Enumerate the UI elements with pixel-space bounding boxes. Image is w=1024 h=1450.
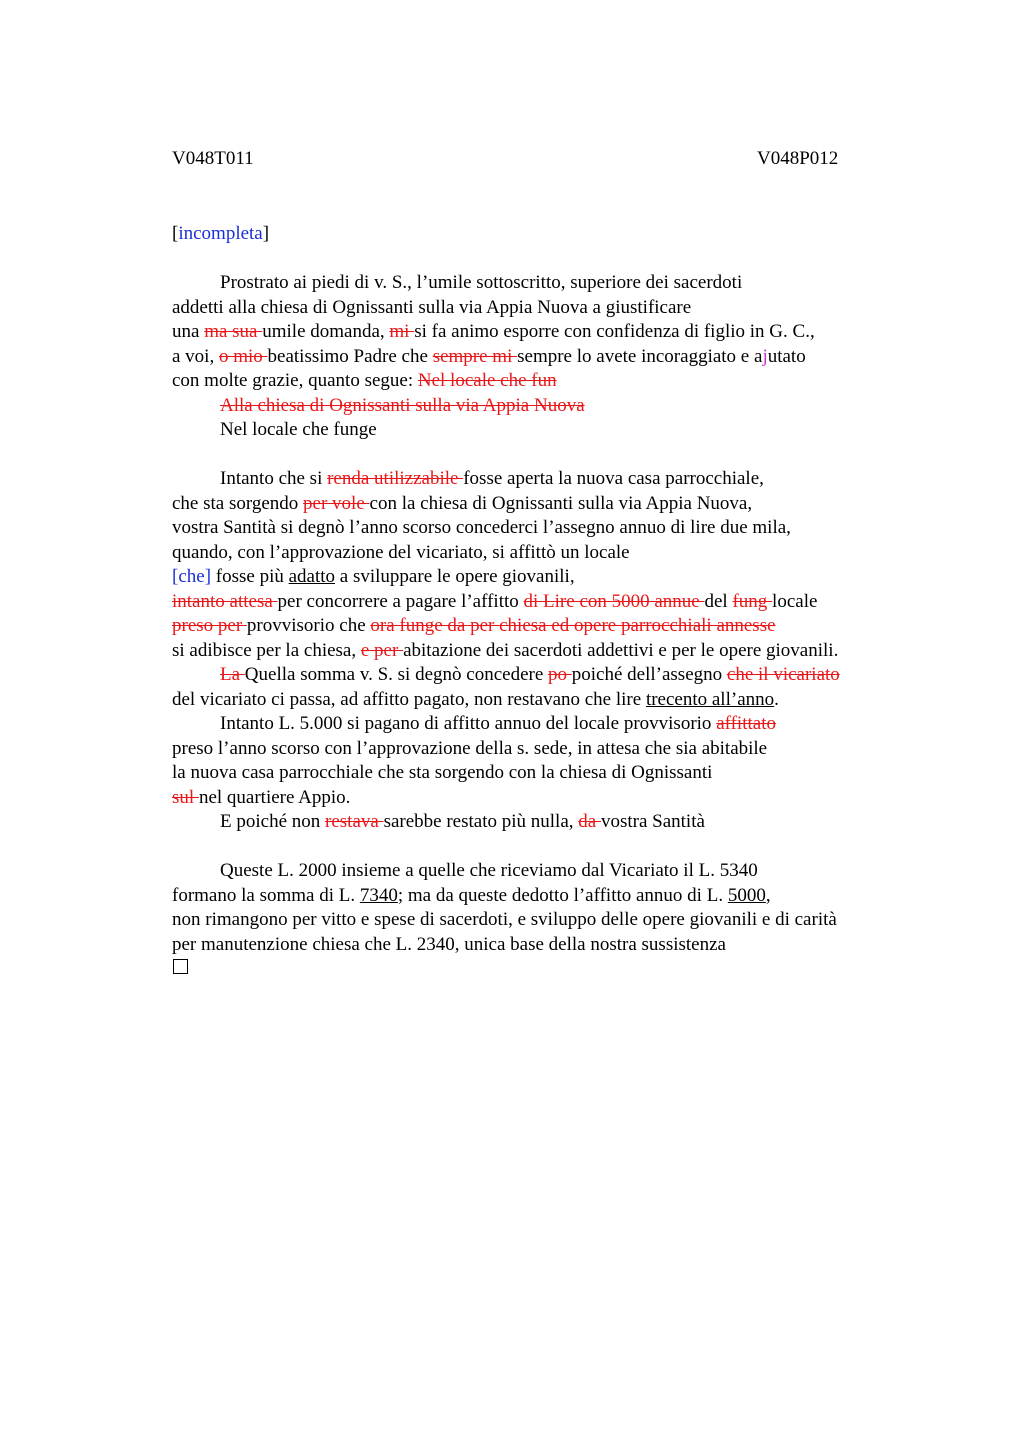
spacer (172, 443, 932, 468)
header-right-code: V048P012 (757, 148, 839, 169)
text-line (172, 271, 932, 296)
text-segment: si fa animo esporre con confidenza di figlio in G. C., (414, 321, 815, 342)
deleted-text: po (548, 664, 572, 685)
text-line (172, 737, 932, 762)
spacer (172, 198, 932, 223)
text-segment: Quella somma v. S. si degnò concedere (244, 664, 549, 685)
text-line (172, 761, 932, 786)
text-segment: del vicariato ci passa, ad affitto pagato, non restavano che lire (172, 688, 646, 710)
text-segment: formano la somma di L. (172, 884, 360, 906)
deleted-text: Nel locale che fun (417, 370, 557, 391)
text-line (172, 590, 932, 615)
deleted-text: sul (172, 786, 199, 808)
text-segment: utato (767, 345, 806, 367)
status-note-close: ] (262, 223, 270, 244)
text-segment: poiché dell’assegno (571, 664, 727, 685)
text-segment: con molte grazie, quanto segue: (172, 370, 418, 391)
editorial-text: ] (204, 566, 212, 587)
text-segment: una (172, 321, 205, 342)
deleted-text: fung (732, 590, 773, 612)
status-note-word: incompleta (178, 223, 263, 244)
text-segment: quando, con l’approvazione del vicariato, si affittò un locale (172, 541, 630, 563)
spacer (172, 835, 932, 860)
text-segment: nel quartiere Appio. (198, 786, 351, 808)
text-segment: vostra Santità (600, 811, 705, 832)
text-line (172, 688, 932, 713)
text-segment: non rimangono per vitto e spese di sacerdoti, e sviluppo delle opere giovanili e di carità (172, 909, 837, 930)
text-line (172, 320, 932, 345)
text-line (172, 369, 932, 394)
text-segment: a sviluppare le opere giovanili, (335, 566, 575, 587)
deleted-text: e per (360, 639, 404, 661)
document-page (172, 145, 932, 982)
spacer (172, 247, 932, 272)
text-line (172, 933, 932, 958)
text-segment: fosse aperta la nuova casa parrocchiale, (463, 468, 764, 489)
text-line (172, 859, 932, 884)
spacer (172, 173, 932, 198)
text-line (172, 908, 932, 933)
text-line (172, 296, 932, 321)
text-line (172, 663, 932, 688)
text-segment: fosse più (211, 566, 289, 587)
text-segment: per manutenzione chiesa che L. 2340, unica base della nostra sussistenza (172, 933, 726, 955)
text-segment: E poiché non (220, 811, 326, 832)
text-segment: Nel locale che funge (220, 419, 377, 440)
deleted-text: che il vicariato (726, 664, 840, 685)
deleted-text: sempre mi (432, 345, 518, 367)
text-segment: per concorrere a pagare l’affitto (277, 590, 524, 612)
deleted-text: di Lire con 5000 annue (523, 590, 705, 612)
text-segment: vostra Santità si degnò l’anno scorso concederci l’assegno annuo di lire due mila, (172, 517, 791, 538)
document-header (172, 145, 932, 173)
status-note-open: [ (172, 223, 179, 244)
text-segment: addetti alla chiesa di Ognissanti sulla via Appia Nuova a giustificare (172, 296, 692, 318)
text-line (172, 394, 932, 419)
deleted-text: affittato (716, 713, 776, 734)
text-segment: Queste L. 2000 insieme a quelle che riceviamo dal Vicariato il L. 5340 (220, 860, 758, 881)
text-segment: Intanto che si (220, 468, 328, 489)
text-line (172, 492, 932, 517)
text-line (172, 810, 932, 835)
text-line (172, 712, 932, 737)
underlined-text: adatto (288, 566, 336, 587)
text-segment: . (774, 688, 779, 710)
text-segment: abitazione dei sacerdoti addettivi e per le opere giovanili. (403, 639, 839, 661)
deleted-text: restava (325, 811, 384, 832)
text-segment: preso l’anno scorso con l’approvazione della s. sede, in attesa che sia abitabile (172, 737, 768, 759)
deleted-text: ora funge da per chiesa ed opere parrocchiali annesse (370, 615, 776, 636)
text-line (172, 541, 932, 566)
deleted-text: per vole (303, 492, 370, 514)
deleted-text: intanto attesa (172, 590, 278, 612)
underlined-text: trecento all’anno (645, 688, 775, 710)
text-segment: sempre lo avete incoraggiato e a (517, 345, 763, 367)
text-segment: che sta sorgendo (172, 492, 304, 514)
text-line (172, 467, 932, 492)
deleted-text: mi (389, 321, 415, 342)
text-segment: Intanto L. 5.000 si pagano di affitto annuo del locale provvisorio (220, 713, 717, 734)
deleted-text: preso per (172, 615, 247, 636)
text-line (172, 565, 932, 590)
text-segment: del (704, 590, 733, 612)
text-segment: con la chiesa di Ognissanti sulla via Appia Nuova, (369, 492, 753, 514)
text-segment: Prostrato ai piedi di v. S., l’umile sottoscritto, superiore dei sacerdoti (220, 272, 743, 293)
text-segment: si adibisce per la chiesa, (172, 639, 361, 661)
underlined-text: 7340 (359, 884, 398, 906)
text-segment: beatissimo Padre che (267, 345, 433, 367)
end-marker-line (172, 957, 932, 982)
text-line (172, 345, 932, 370)
deleted-text: ma sua (204, 321, 263, 342)
text-line (172, 614, 932, 639)
text-segment: j (762, 345, 768, 367)
text-line (172, 516, 932, 541)
text-segment: sarebbe restato più nulla, (383, 811, 579, 832)
deleted-text: La (220, 664, 245, 685)
end-box-icon (173, 959, 188, 974)
header-left-code: V048T011 (172, 148, 254, 169)
text-line (172, 639, 932, 664)
text-line (172, 884, 932, 909)
text-segment: la nuova casa parrocchiale che sta sorgendo con la chiesa di Ognissanti (172, 762, 713, 783)
text-line (172, 418, 932, 443)
text-line (172, 786, 932, 811)
editorial-text: che (178, 566, 205, 587)
deleted-text: o mio (218, 345, 268, 367)
status-note (172, 222, 932, 247)
editorial-text: [ (172, 566, 179, 587)
text-segment: ; ma da queste dedotto l’affitto annuo di L. (397, 884, 728, 906)
text-segment: locale (772, 590, 818, 612)
text-segment: umile domanda, (262, 321, 390, 342)
underlined-text: 5000 (727, 884, 766, 906)
deleted-text: da (578, 811, 601, 832)
text-segment: , (765, 884, 771, 906)
deleted-text: renda utilizzabile (327, 468, 464, 489)
deleted-text: Alla chiesa di Ognissanti sulla via Appia Nuova (220, 394, 585, 416)
text-segment: provvisorio che (246, 615, 371, 636)
text-segment: a voi, (172, 345, 219, 367)
